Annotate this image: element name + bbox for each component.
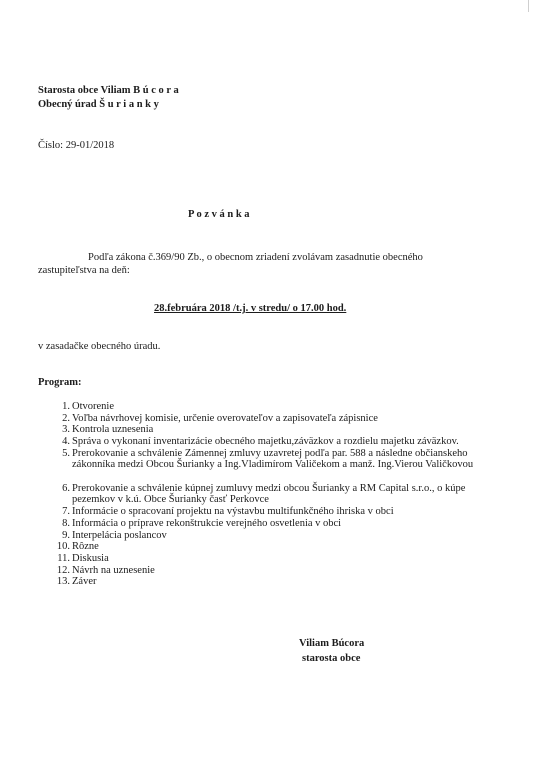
program-list — [56, 401, 536, 588]
program-item-text: Informácie o spracovaní projektu na výstavbu multifunkčného ihriska v obci — [72, 506, 394, 518]
header-mayor: Starosta obce Viliam B ú c o r a — [38, 85, 179, 96]
program-item-text: Voľba návrhovej komisie, určenie overovateľov a zapisovateľa zápisnice — [72, 412, 378, 424]
program-item — [56, 576, 536, 588]
program-item-number: 11. — [57, 553, 70, 564]
program-item-number: 10. — [56, 541, 70, 553]
program-item-number: 6. — [62, 482, 70, 494]
program-item-number: 12. — [56, 564, 70, 576]
program-item — [56, 483, 536, 507]
header-office: Obecný úrad Š u r i a n k y — [38, 99, 159, 110]
program-item — [56, 518, 536, 530]
program-item — [56, 530, 536, 542]
program-item-number: 13. — [56, 576, 70, 588]
program-item-number: 2. — [62, 412, 70, 424]
program-item-text: Správa o vykonaní inventarizácie obecného majetku,záväzkov a rozdielu majetku záväzkov. — [72, 436, 459, 448]
scan-mark — [528, 0, 535, 12]
program-item-number: 4. — [62, 436, 70, 448]
program-item — [56, 401, 536, 413]
program-item-text: Interpelácia poslancov — [72, 529, 167, 541]
program-item-text: Prerokovanie a schválenie kúpnej zumluvy medzi obcou Šurianky a RM Capital s.r.o., o kúpe pezemkov v k.ú. Obce Šurianky časť Perkovce — [72, 482, 466, 506]
program-item — [56, 448, 536, 483]
program-item-text: Rôzne — [72, 541, 99, 553]
signature-role: starosta obce — [302, 653, 361, 664]
program-item-text: Prerokovanie a schválenie Zámennej zmluvy uzavretej podľa par. 588 a následne občianskeho zákonníka medzi Obcou Šurianky a Ing.Vladimírom Valičekom a manž. Ing.Vierou Valičkovou — [72, 447, 474, 471]
program-item — [56, 541, 536, 553]
program-item-number: 5. — [62, 447, 70, 459]
reference-number: Číslo: 29-01/2018 — [38, 140, 115, 151]
program-item-number: 3. — [62, 424, 70, 436]
program-item — [56, 413, 536, 425]
program-item-number: 7. — [62, 506, 70, 518]
program-item-number: 1. — [62, 401, 70, 412]
program-item-text: Kontrola uznesenia — [72, 424, 154, 436]
document-title: P o z v á n k a — [188, 209, 250, 220]
program-item-text: Návrh na uznesenie — [72, 564, 155, 576]
program-item — [56, 553, 536, 565]
program-item-text: Diskusia — [72, 553, 109, 564]
program-heading: Program: — [38, 377, 82, 388]
program-item-text: Informácia o príprave rekonštrukcie verejného osvetlenia v obci — [72, 517, 342, 529]
program-item — [56, 565, 536, 577]
program-item-number: 8. — [62, 517, 70, 529]
meeting-location: v zasadačke obecného úradu. — [38, 341, 161, 352]
program-item — [56, 506, 536, 518]
program-item-number: 9. — [62, 529, 70, 541]
meeting-date: 28.februára 2018 /t.j. v stredu/ o 17.00 hod. — [154, 303, 347, 314]
program-item — [56, 436, 536, 448]
intro-line-2: zastupiteľstva na deň: — [38, 265, 130, 276]
signature-name: Viliam Búcora — [299, 638, 365, 649]
intro-line-1: Podľa zákona č.369/90 Zb., o obecnom zriadení zvolávam zasadnutie obecného — [88, 252, 423, 263]
program-item-text: Otvorenie — [72, 401, 114, 412]
program-item-text: Záver — [72, 576, 97, 588]
program-item — [56, 424, 536, 436]
